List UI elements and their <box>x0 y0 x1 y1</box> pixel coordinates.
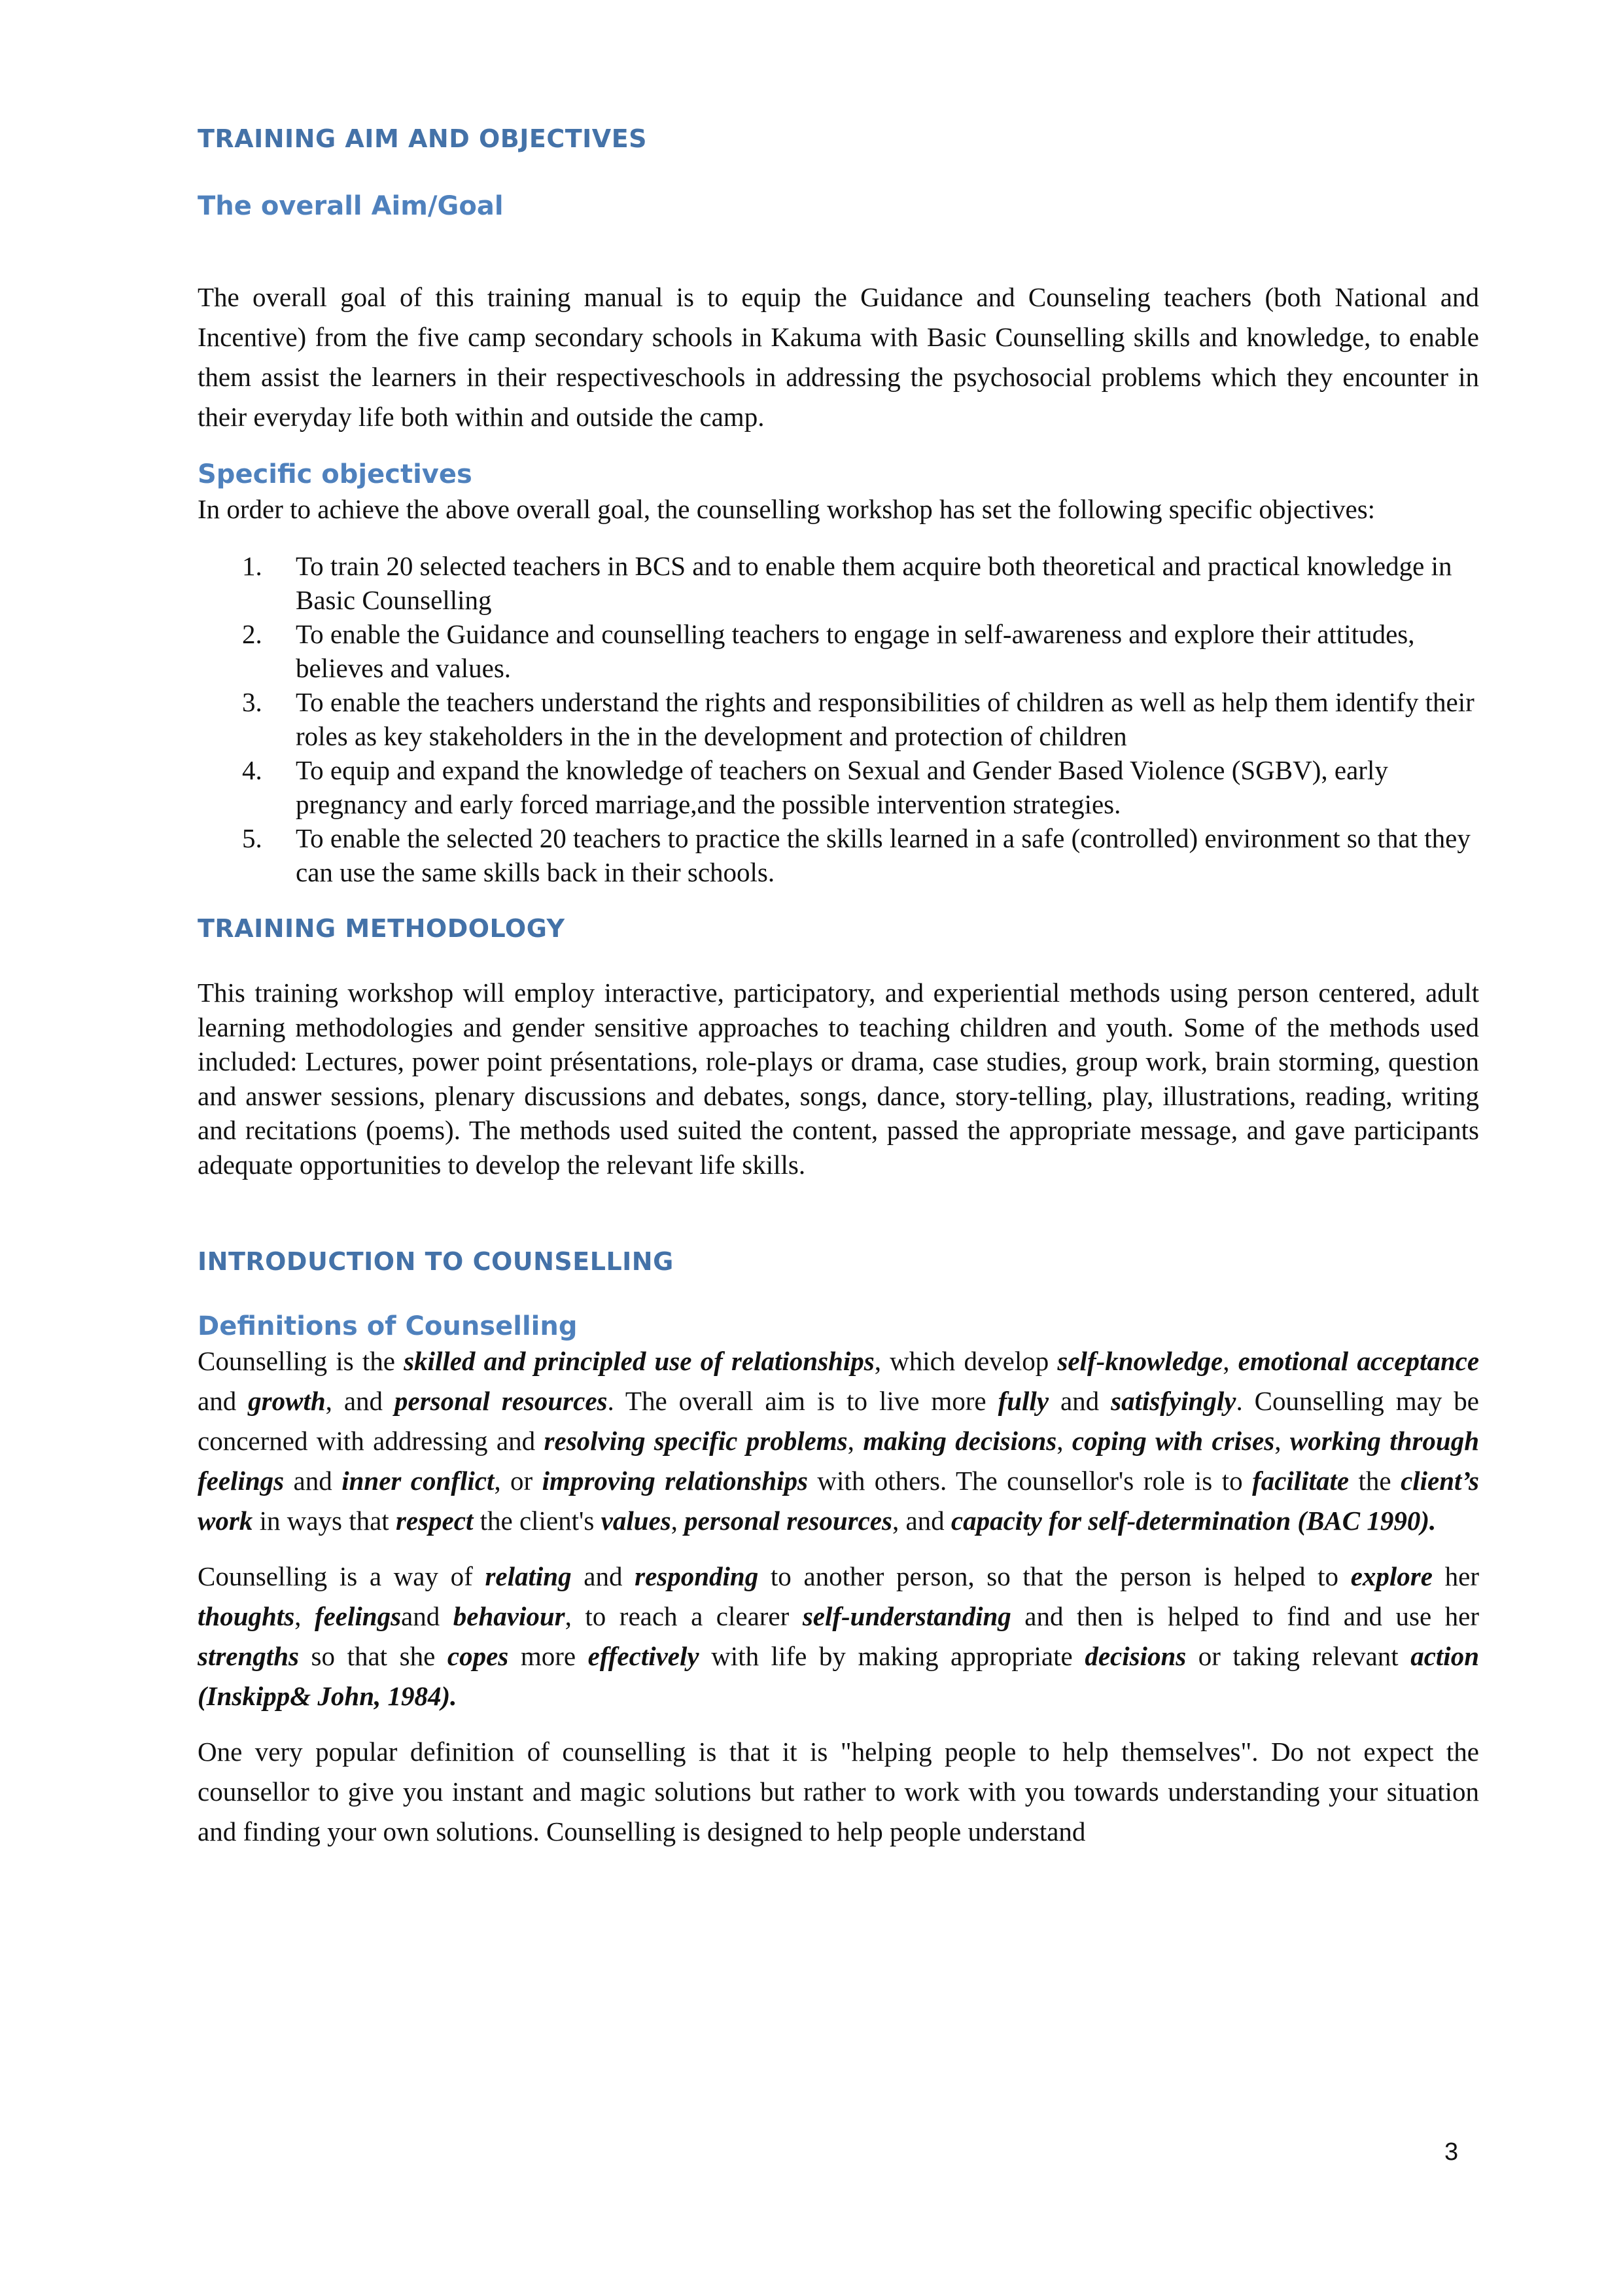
text-run: , <box>671 1506 685 1536</box>
text-run: or taking relevant <box>1186 1641 1411 1671</box>
text-run: the <box>1349 1466 1401 1496</box>
emphasized-term: client’s work <box>198 1466 1480 1536</box>
heading-overall-aim: The overall Aim/Goal <box>198 191 504 221</box>
emphasized-term: respect <box>395 1506 474 1536</box>
text-run: , <box>847 1426 864 1456</box>
text-run: . Counselling may be concerned with addressing and <box>198 1386 1479 1456</box>
text-run: , which develop <box>874 1346 1058 1376</box>
list-item: 2. To enable the Guidance and counselling teachers to engage in self-awareness and explore their attitudes, believes and values. <box>242 619 1415 683</box>
text-run: and <box>401 1601 453 1631</box>
text-run: Counselling is the <box>198 1346 404 1376</box>
emphasized-term: personal resources <box>394 1386 608 1416</box>
text-run: and <box>1049 1386 1111 1416</box>
emphasized-term: copes <box>447 1641 509 1671</box>
text-run: and <box>571 1561 635 1591</box>
list-item: 4. To equip and expand the knowledge of teachers on Sexual and Gender Based Violence (SGBV), early pregnancy and early forced marriage,and the possible intervention strategies. <box>242 755 1388 819</box>
text-run: and <box>284 1466 342 1496</box>
emphasized-term: values <box>601 1506 671 1536</box>
heading-introduction-to-counselling: INTRODUCTION TO COUNSELLING <box>198 1247 674 1276</box>
heading-specific-objectives: Specific objectives <box>198 459 472 489</box>
emphasized-term: feelings <box>314 1601 402 1631</box>
emphasized-term: satisfyingly <box>1111 1386 1236 1416</box>
definition-paragraph-1 <box>198 1341 1479 1541</box>
list-item: 5. To enable the selected 20 teachers to practice the skills learned in a safe (controlled) environment so that they can use the same skills back in their schools. <box>242 823 1471 887</box>
text-run: so that she <box>298 1641 447 1671</box>
emphasized-term: resolving specific problems <box>544 1426 848 1456</box>
heading-definitions-of-counselling: Definitions of Counselling <box>198 1311 578 1341</box>
list-item: 1. To train 20 selected teachers in BCS and to enable them acquire both theoretical and practical knowledge in Basic Counselling <box>242 551 1452 615</box>
emphasized-term: behaviour <box>453 1601 565 1631</box>
text-run: , and <box>892 1506 951 1536</box>
text-run: her <box>1432 1561 1479 1591</box>
emphasized-term: improving relationships <box>542 1466 808 1496</box>
emphasized-term: relating <box>485 1561 572 1591</box>
emphasized-term: thoughts <box>198 1601 295 1631</box>
emphasized-term: action (Inskipp& John, 1984). <box>198 1641 1480 1711</box>
text-run: with others. The counsellor's role is to <box>807 1466 1253 1496</box>
definition-paragraph-2 <box>198 1557 1479 1716</box>
emphasized-term: making decisions <box>863 1426 1057 1456</box>
text-run: . The overall aim is to live more <box>607 1386 998 1416</box>
text-run: , <box>1274 1426 1290 1456</box>
emphasized-term: facilitate <box>1252 1466 1350 1496</box>
emphasized-term: self-knowledge <box>1057 1346 1223 1376</box>
text-run: with life by making appropriate <box>699 1641 1085 1671</box>
emphasized-term: effectively <box>587 1641 699 1671</box>
emphasized-term: personal resources <box>684 1506 892 1536</box>
emphasized-term: coping with crises <box>1072 1426 1275 1456</box>
text-run: and then is helped to find and use her <box>1011 1601 1480 1631</box>
heading-training-aim: TRAINING AIM AND OBJECTIVES <box>198 124 648 153</box>
heading-training-methodology: TRAINING METHODOLOGY <box>198 914 565 943</box>
objectives-list <box>198 549 1479 889</box>
text-run: and <box>198 1386 249 1416</box>
text-run: more <box>508 1641 588 1671</box>
list-item: 3. To enable the teachers understand the rights and responsibilities of children as well as help them identify their roles as key stakeholders in the in the development and protection of children <box>242 687 1475 751</box>
text-run: , and <box>325 1386 394 1416</box>
definition-paragraph-3: One very popular definition of counselling is that it is "helping people to help themselves". Do not expect the counsellor to give you instant and magic solutions but rather to work with you towards understanding your situation and finding your own solutions. Counselling is designed to help people understand <box>198 1737 1479 1846</box>
emphasized-term: inner conflict <box>341 1466 495 1496</box>
text-run: the client's <box>473 1506 601 1536</box>
text-run: to another person, so that the person is helped to <box>758 1561 1351 1591</box>
text-run: , to reach a clearer <box>565 1601 803 1631</box>
text-run: , <box>1056 1426 1072 1456</box>
emphasized-term: decisions <box>1085 1641 1187 1671</box>
emphasized-term: capacity for self-determination (BAC 1990). <box>951 1506 1437 1536</box>
emphasized-term: emotional acceptance <box>1238 1346 1480 1376</box>
methodology-paragraph: This training workshop will employ interactive, participatory, and experiential methods using person centered, adult learning methodologies and gender sensitive approaches to teaching children and youth. Some of the methods used included: Lectures, power point présentations, role-plays or drama, case studies, group work, brain storming, question and answer sessions, plenary discussions and debates, songs, dance, story-telling, play, illustrations, reading, writing and recitations (poems). The methods used suited the content, passed the appropriate message, and gave participants adequate opportunities to develop the relevant life skills. <box>198 978 1479 1180</box>
text-run: in ways that <box>253 1506 396 1536</box>
text-run: , <box>1223 1346 1238 1376</box>
emphasized-term: explore <box>1350 1561 1433 1591</box>
emphasized-term: strengths <box>198 1641 299 1671</box>
specific-objectives-intro: In order to achieve the above overall goal, the counselling workshop has set the following specific objectives: <box>198 494 1376 524</box>
emphasized-term: working through feelings <box>198 1426 1480 1496</box>
emphasized-term: responding <box>635 1561 759 1591</box>
text-run: Counselling is a way of <box>198 1561 485 1591</box>
emphasized-term: growth <box>248 1386 326 1416</box>
text-run: , <box>294 1601 315 1631</box>
emphasized-term: skilled and principled use of relationships <box>404 1346 875 1376</box>
overall-goal-paragraph: The overall goal of this training manual is to equip the Guidance and Counseling teachers (both National and Incentive) from the five camp secondary schools in Kakuma with Basic Counselling skills and knowledge, to enable them assist the learners in their respectiveschools in addressing the psychosocial problems which they encounter in their everyday life both within and outside the camp. <box>198 282 1479 432</box>
page-number: 3 <box>1444 2138 1459 2166</box>
emphasized-term: self-understanding <box>802 1601 1011 1631</box>
emphasized-term: fully <box>998 1386 1049 1416</box>
text-run: , or <box>494 1466 542 1496</box>
